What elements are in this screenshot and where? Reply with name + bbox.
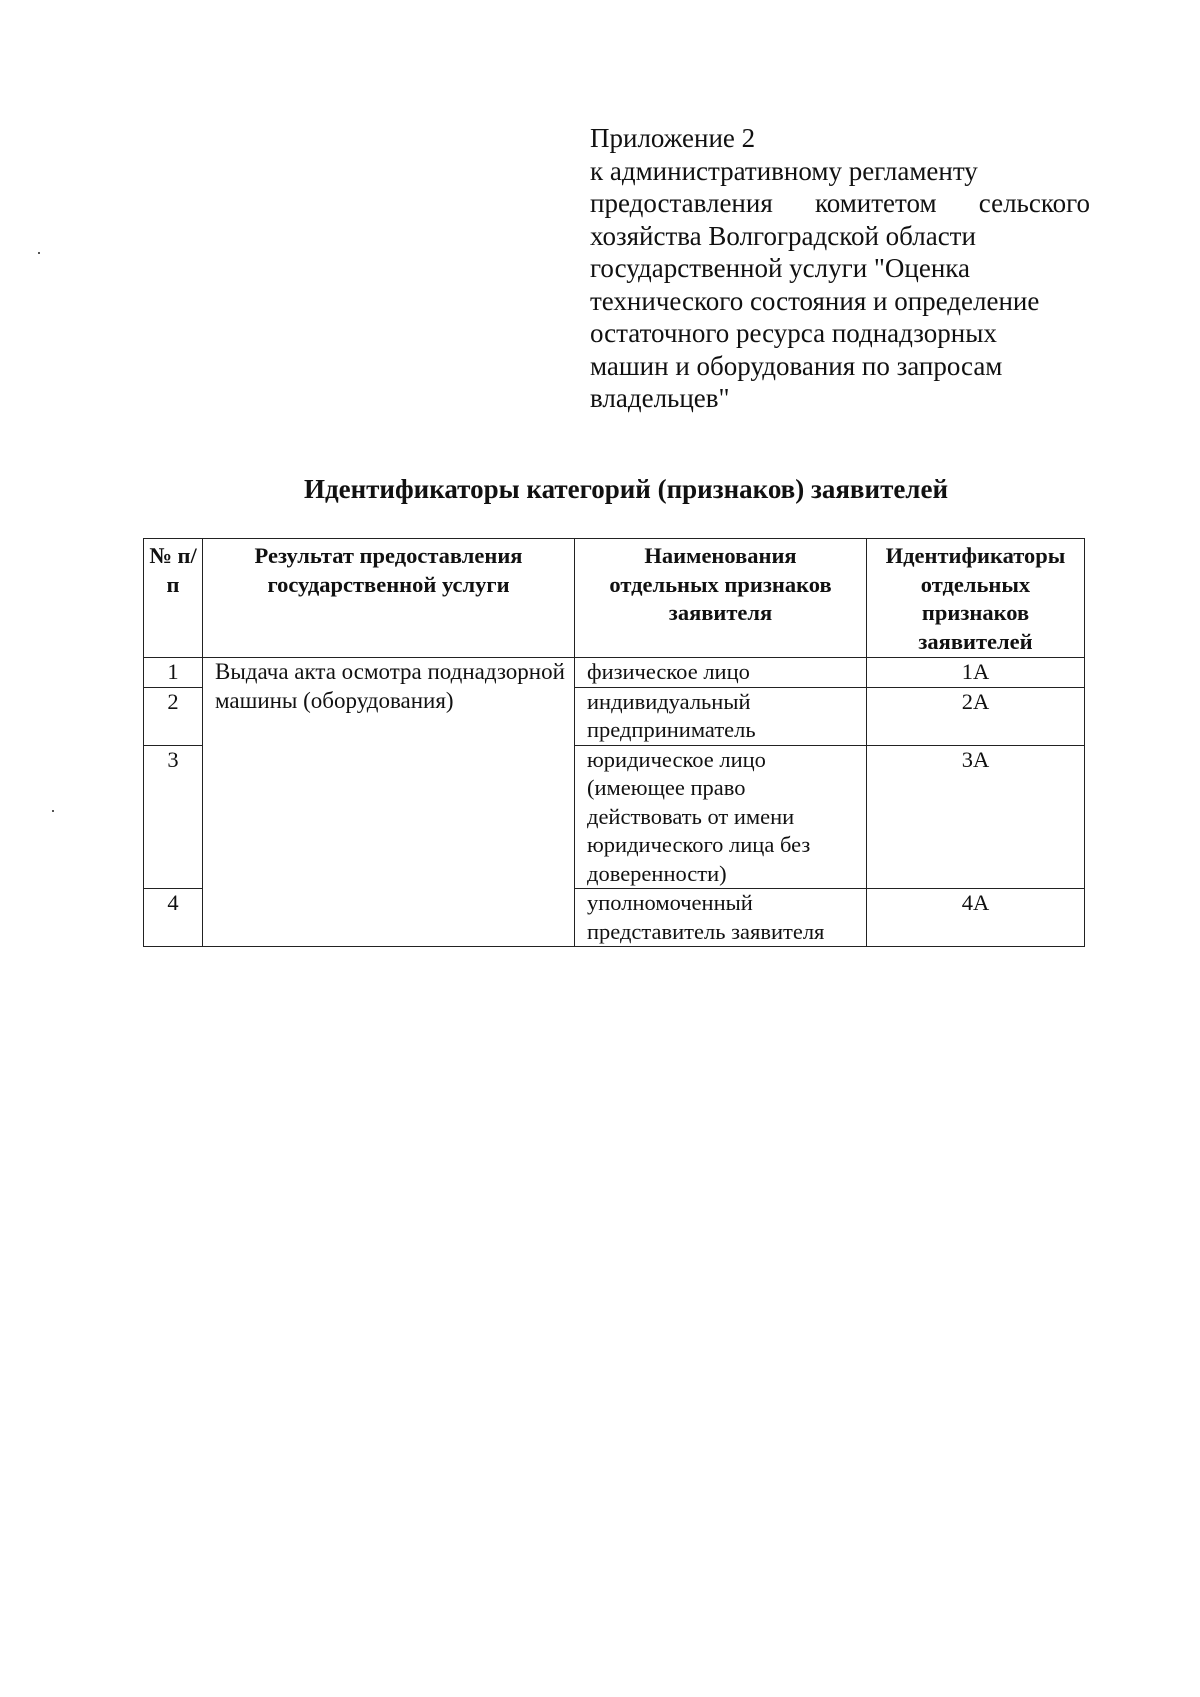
applicant-feature-code: 4А <box>867 889 1085 947</box>
column-header-number: № п/п <box>144 539 203 658</box>
appendix-word: комитетом <box>814 188 937 218</box>
appendix-line: Приложение 2 <box>590 123 756 153</box>
applicant-feature-code: 2А <box>867 687 1085 745</box>
appendix-header <box>590 122 1090 415</box>
row-number: 2 <box>144 687 203 745</box>
applicant-feature-code: 1А <box>867 658 1085 688</box>
appendix-line: к административному регламенту <box>590 155 978 186</box>
column-header-result: Результат предоставления государственной услуги <box>203 539 575 658</box>
scan-speck <box>38 252 40 254</box>
appendix-word: предоставления <box>590 188 773 218</box>
row-number: 1 <box>144 658 203 688</box>
result-cell: Выдача акта осмотра поднадзорной машины (оборудования) <box>203 658 575 947</box>
table-header-row <box>144 539 1085 658</box>
identifiers-table <box>143 538 1085 947</box>
table-row <box>144 658 1085 688</box>
appendix-line: хозяйства Волгоградской области <box>590 220 976 251</box>
appendix-line: машин и оборудования по запросам <box>590 350 1003 381</box>
appendix-line <box>590 187 1090 220</box>
column-header-code: Идентификаторы отдельных признаков заявителей <box>867 539 1085 658</box>
applicant-feature-code: 3А <box>867 745 1085 889</box>
appendix-word: сельского <box>978 188 1090 218</box>
row-number: 3 <box>144 745 203 889</box>
column-header-name: Наименования отдельных признаков заявителя <box>575 539 867 658</box>
applicant-feature-name: индивидуальный предприниматель <box>575 687 867 745</box>
applicant-feature-name: юридическое лицо (имеющее право действовать от имени юридического лица без доверенности) <box>575 745 867 889</box>
appendix-line: государственной услуги "Оценка <box>590 253 971 283</box>
scan-speck <box>52 810 54 812</box>
applicant-feature-name: уполномоченный представитель заявителя <box>575 889 867 947</box>
appendix-line: владельцев" <box>590 383 730 413</box>
appendix-line: остаточного ресурса поднадзорных <box>590 318 997 348</box>
row-number: 4 <box>144 889 203 947</box>
appendix-line: технического состояния и определение <box>590 285 1040 316</box>
applicant-feature-name: физическое лицо <box>575 658 867 688</box>
page-title: Идентификаторы категорий (признаков) заявителей <box>303 474 949 504</box>
